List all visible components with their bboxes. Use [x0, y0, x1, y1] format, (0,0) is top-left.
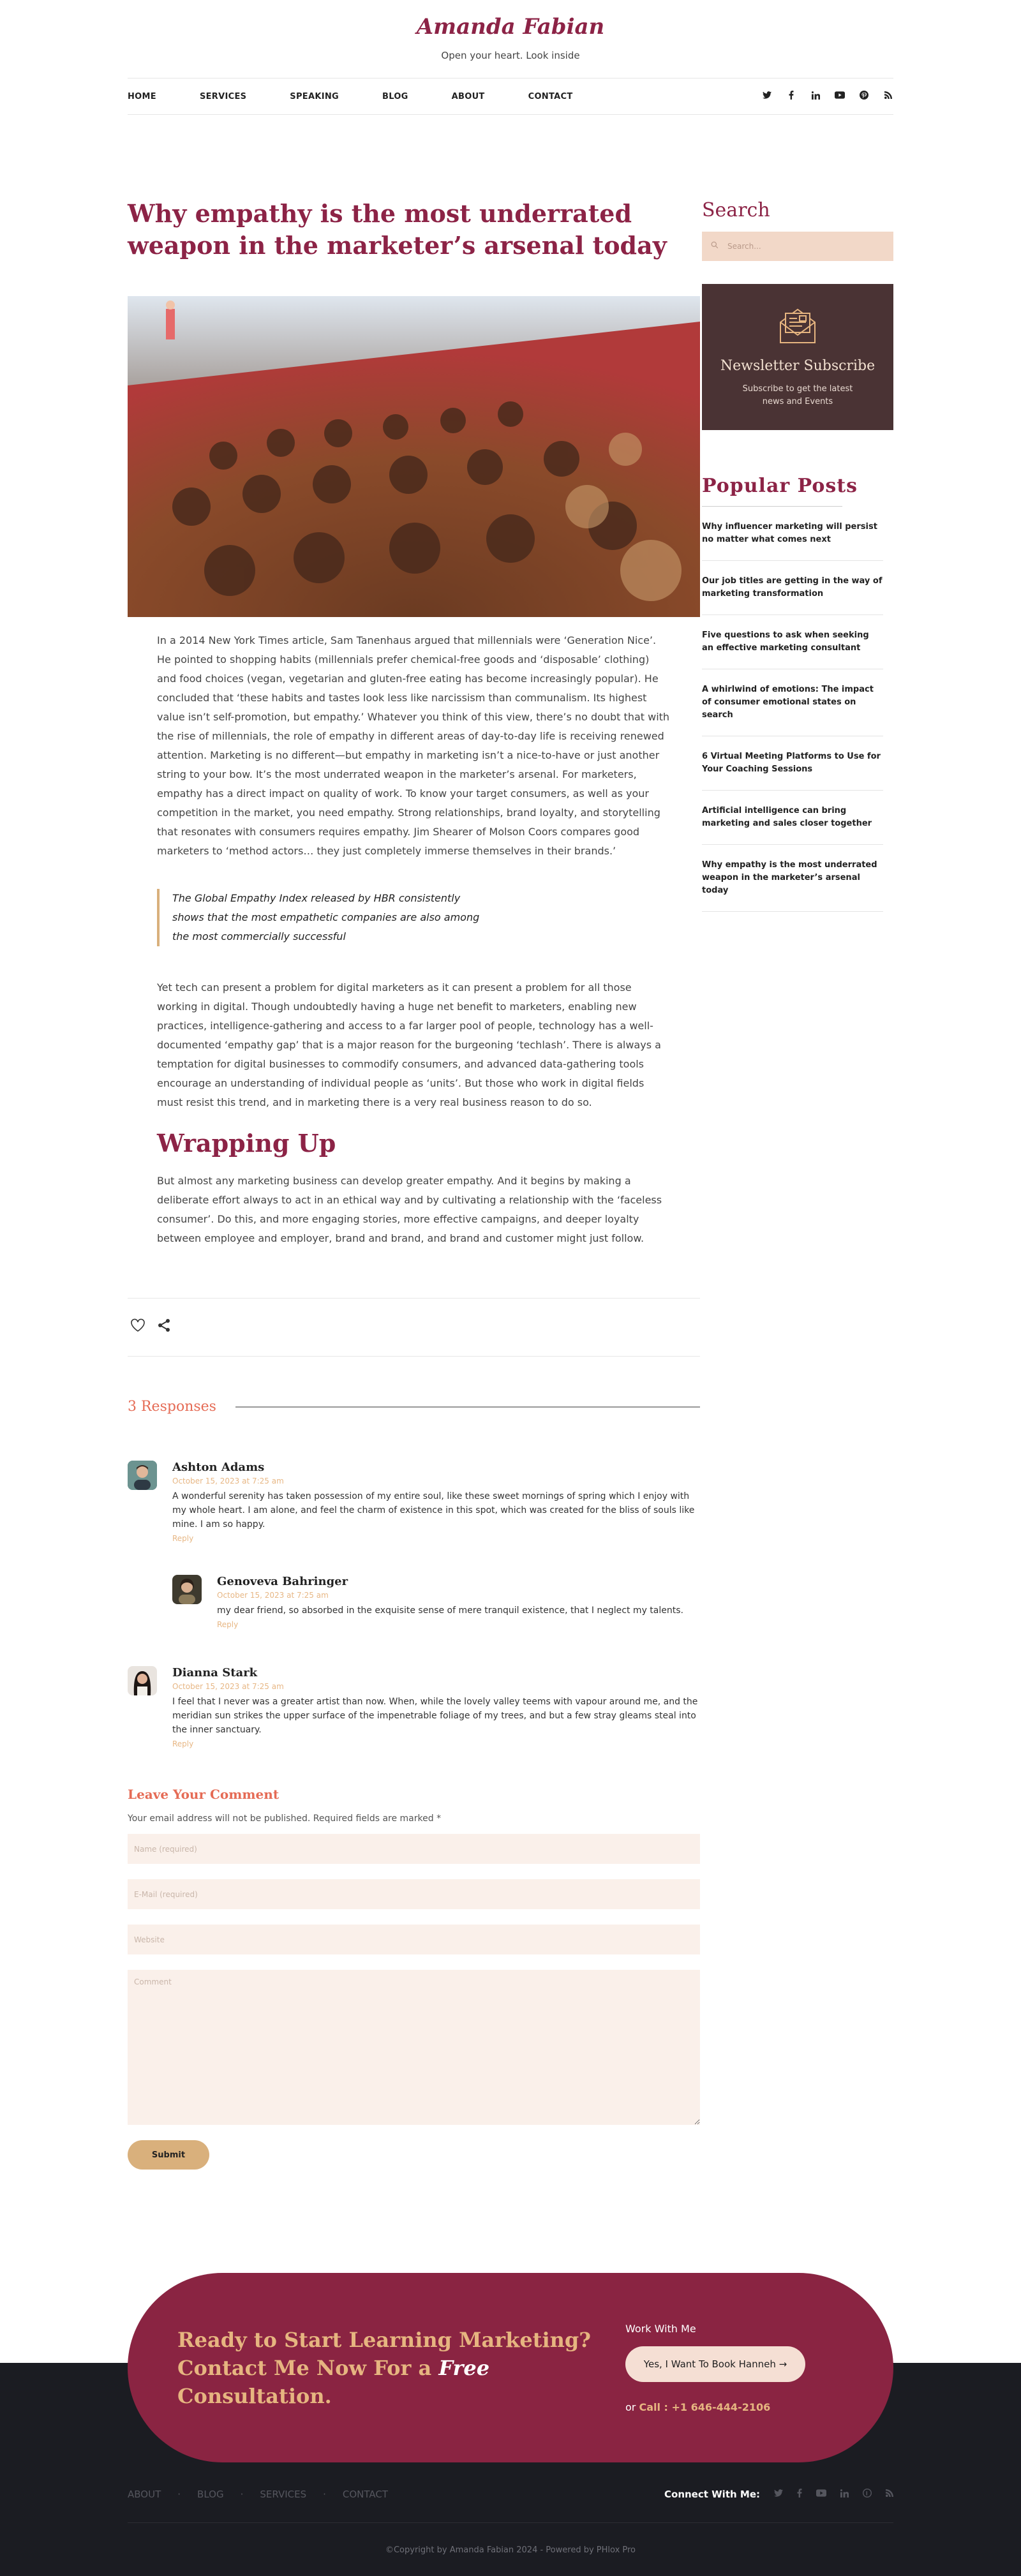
post-blockquote: The Global Empathy Index released by HBR consistently shows that the most empathetic companies are also among the most commercially successful	[157, 889, 489, 946]
popular-post-link[interactable]: Five questions to ask when seeking an effective marketing consultant	[702, 615, 883, 669]
connect-label: Connect With Me:	[664, 2489, 760, 2500]
footer-separator: ·	[240, 2489, 244, 2500]
popular-post-link[interactable]: Artificial intelligence can bring marketing and sales closer together	[702, 791, 883, 845]
footer-divider	[128, 2522, 893, 2523]
nav-blog[interactable]: BLOG	[382, 91, 408, 101]
comment-form	[128, 1787, 700, 2170]
nav-home[interactable]: HOME	[128, 91, 156, 101]
nav-services[interactable]: SERVICES	[199, 91, 247, 101]
audience-photo	[128, 296, 700, 617]
copyright-text: ©Copyright by Amanda Fabian 2024 - Powered by PHlox Pro	[385, 2545, 636, 2555]
comment-author: Genoveva Bahringer	[217, 1575, 348, 1588]
search-widget-title: Search	[702, 199, 770, 221]
sidebar	[702, 198, 893, 2170]
post-paragraph-3: But almost any marketing business can develop greater empathy. And it begins by making a deliberate effort always to act in an ethical way and by cultivating a relationship with the ‘faceless consumer’. Do this, and more engaging stories, more effective campaigns, and deeper loyalty between employee and employer, brand and brand, and brand and customer might just follow.	[157, 1175, 662, 1244]
popular-posts-title: Popular Posts	[702, 475, 858, 497]
comment-item	[172, 1575, 700, 1629]
comment-date: October 15, 2023 at 7:25 am	[172, 1477, 284, 1485]
popular-post-link[interactable]: Why influencer marketing will persist no matter what comes next	[702, 507, 883, 561]
popular-post-link[interactable]: Why empathy is the most underrated weapon in the marketer’s arsenal today	[702, 845, 883, 912]
footer-nav	[128, 2489, 388, 2500]
newsletter-widget[interactable]	[702, 284, 893, 430]
twitter-icon[interactable]	[762, 91, 772, 101]
nav-speaking[interactable]: SPEAKING	[290, 91, 339, 101]
comment-item	[128, 1666, 700, 1748]
footer-link-services[interactable]: SERVICES	[260, 2489, 307, 2500]
pinterest-icon[interactable]	[859, 91, 869, 102]
popular-post-link[interactable]: A whirlwind of emotions: The impact of consumer emotional states on search	[702, 669, 883, 736]
post-hero-image	[128, 296, 700, 617]
envelope-icon	[777, 304, 819, 349]
comment-author: Dianna Stark	[172, 1666, 258, 1679]
avatar	[128, 1461, 157, 1490]
search-icon	[711, 241, 719, 251]
comment-field[interactable]	[128, 1970, 700, 2125]
reply-link[interactable]: Reply	[172, 1739, 194, 1748]
comment-date: October 15, 2023 at 7:25 am	[172, 1682, 284, 1691]
search-input[interactable]	[727, 242, 823, 251]
comment-author: Ashton Adams	[172, 1461, 265, 1474]
comment-text: I feel that I never was a greater artist than now. When, while the lovely valley teems with vapour around me, and the meridian sun strikes the upper surface of the impenetrable foliage of my trees, and but a few stray gleams steal into the inner sanctuary.	[172, 1697, 698, 1735]
footer-separator: ·	[323, 2489, 326, 2500]
site-title[interactable]: Amanda Fabian	[416, 14, 605, 40]
reply-link[interactable]: Reply	[217, 1620, 239, 1629]
cta-call-prefix: or	[625, 2401, 636, 2413]
search-box	[702, 232, 893, 261]
twitter-icon[interactable]	[774, 2489, 783, 2499]
cta-banner	[128, 2273, 893, 2462]
site-tagline: Open your heart. Look inside	[441, 50, 580, 61]
comment-date: October 15, 2023 at 7:25 am	[217, 1591, 329, 1600]
pinterest-icon[interactable]	[863, 2489, 872, 2500]
newsletter-title: Newsletter Subscribe	[720, 358, 876, 374]
cta-free-word: Free	[438, 2355, 490, 2380]
website-field[interactable]	[128, 1925, 700, 1954]
popular-post-link[interactable]: Our job titles are getting in the way of marketing transformation	[702, 561, 883, 615]
rss-icon[interactable]	[883, 91, 893, 101]
post-paragraph-2: Yet tech can present a problem for digital marketers as it can present a problem for all those working in digital. Though undoubtedly having a huge net benefit to marketers, enabling new practices, intelligence-gathering and access to a far larger pool of people, technology has a well-documented ‘empathy gap’ that is a major reason for the burgeoning ‘techlash’. There is always a temptation for digital businesses to commodify consumers, and advanced data-gathering tools encourage an understanding of individual people as ‘units’. But those who work in digital fields must resist this trend, and in marketing there is a very real business reason to do so.	[157, 981, 661, 1108]
newsletter-subtitle: Subscribe to get the latest news and Events	[742, 384, 853, 406]
popular-posts-list	[702, 507, 893, 912]
cta-headline-part-a: Ready to Start Learning Marketing? Contact Me Now For a	[177, 2327, 591, 2380]
comment-text: my dear friend, so absorbed in the exquisite sense of mere tranquil existence, that I neglect my talents.	[217, 1605, 683, 1616]
cta-work-label: Work With Me	[625, 2322, 696, 2335]
footer-social	[664, 2489, 893, 2500]
share-icon[interactable]	[157, 1318, 171, 1336]
main-nav	[128, 78, 893, 115]
site-header	[0, 0, 1021, 115]
responses-divider	[235, 1406, 700, 1408]
nav-about[interactable]: ABOUT	[451, 91, 485, 101]
facebook-icon[interactable]	[786, 91, 796, 102]
post-paragraph-1: In a 2014 New York Times article, Sam Tanenhaus argued that millennials were ‘Generation Nice’. He pointed to shopping habits (millennials prefer chemical-free goods and ‘disposable’ clothing) and food choices (vegan, vegetarian and gluten-free eating has become increasingly popular). He concluded that ‘these habits and tastes look less like narcissism than communalism. Its highest value isn’t self-promotion, but empathy.’ Whatever you think of this view, there’s no doubt that with the rise of millennials, the role of empathy in different areas of day-to-day life is receiving renewed attention. Marketing is no different—but empathy in marketing isn’t a nice-to-have or just another string to your bow. It’s the most underrated weapon in the marketer’s arsenal. For marketers, empathy has a direct impact on quality of work. To know your target consumers, as well as your competition in the market, you need empathy. Strong relationships, brand loyalty, and storytelling that resonates with consumers requires empathy. Jim Shearer of Molson Coors compares good marketers to ‘method actors… they just completely immerse themselves in their brands.’	[157, 634, 670, 857]
footer-link-contact[interactable]: CONTACT	[342, 2489, 389, 2500]
comment-text: A wonderful serenity has taken possession of my entire soul, like these sweet mornings of spring which I enjoy with my whole heart. I am alone, and feel the charm of existence in this spot, which was created for the bliss of souls like mine. I am so happy.	[172, 1491, 695, 1530]
rss-icon[interactable]	[886, 2489, 893, 2499]
nav-contact[interactable]: CONTACT	[528, 91, 573, 101]
linkedin-icon[interactable]	[840, 2489, 849, 2500]
comment-form-note: Your email address will not be published. Required fields are marked *	[128, 1813, 442, 1824]
reply-link[interactable]: Reply	[172, 1534, 194, 1543]
avatar	[172, 1575, 202, 1604]
youtube-icon[interactable]	[816, 2489, 826, 2499]
post-title: Why empathy is the most underrated weapon in the marketer’s arsenal today	[128, 199, 667, 260]
submit-button[interactable]: Submit	[128, 2140, 209, 2170]
cta-phone-link[interactable]: Call : +1 646-444-2106	[639, 2401, 771, 2413]
share-bar	[128, 1298, 700, 1357]
avatar	[128, 1666, 157, 1695]
book-button[interactable]: Yes, I Want To Book Hanneh →	[625, 2346, 805, 2382]
heart-icon[interactable]	[130, 1318, 145, 1336]
facebook-icon[interactable]	[797, 2489, 802, 2500]
footer-link-about[interactable]: ABOUT	[128, 2489, 161, 2500]
footer-separator: ·	[177, 2489, 181, 2500]
name-field[interactable]	[128, 1834, 700, 1864]
responses-header	[128, 1399, 700, 1415]
responses-count: 3 Responses	[128, 1399, 216, 1415]
cta-call-line	[625, 2401, 805, 2413]
footer-link-blog[interactable]: BLOG	[197, 2489, 224, 2500]
youtube-icon[interactable]	[835, 91, 845, 101]
post-article	[128, 198, 700, 2170]
linkedin-icon[interactable]	[810, 91, 821, 102]
popular-post-link[interactable]: 6 Virtual Meeting Platforms to Use for Your Coaching Sessions	[702, 736, 883, 791]
comment-item	[128, 1461, 700, 1543]
post-heading-wrapping-up: Wrapping Up	[157, 1129, 336, 1158]
cta-headline	[128, 2326, 613, 2410]
comment-form-title: Leave Your Comment	[128, 1787, 279, 1802]
cta-headline-part-b: Consultation.	[177, 2383, 332, 2408]
email-field[interactable]	[128, 1879, 700, 1909]
